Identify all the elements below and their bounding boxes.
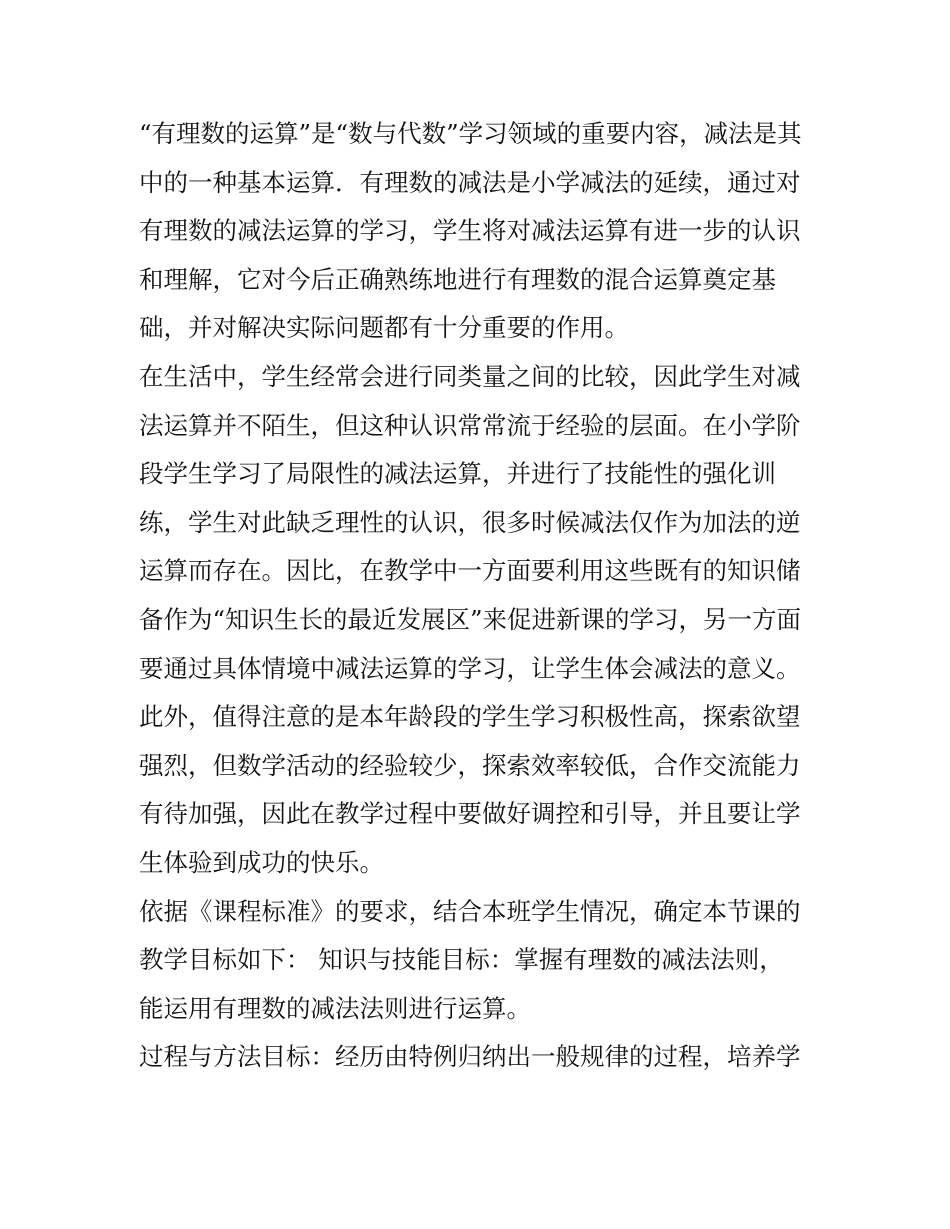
text-line: 练，学生对此缺乏理性的认识，很多时候减法仅作为加法的逆	[139, 507, 801, 537]
paragraph-3	[139, 693, 829, 887]
text-line: 中的一种基本运算．有理数的减法是小学减法的延续，通过对	[139, 167, 801, 197]
text-line: 运算而存在。因比，在教学中一方面要利用这些既有的知识储	[139, 556, 801, 586]
text-line: “有理数的运算”是“数与代数”学习领域的重要内容，减法是其	[139, 119, 802, 148]
text-line: 和理解，它对今后正确熟练地进行有理数的混合运算奠定基	[139, 264, 776, 294]
text-line: 强烈，但数学活动的经验较少，探索效率较低，合作交流能力	[139, 750, 801, 780]
text-line: 过程与方法目标：经历由特例归纳出一般规律的过程，培养学	[139, 1042, 801, 1072]
paragraph-4	[139, 888, 829, 1034]
paragraph-2	[139, 353, 829, 693]
paragraph-5	[139, 1033, 829, 1082]
text-line: 教学目标如下： 知识与技能目标：掌握有理数的减法法则，	[139, 945, 784, 975]
text-line: 生体验到成功的快乐。	[139, 847, 384, 877]
text-line: 在生活中，学生经常会进行同类量之间的比较，因此学生对减	[139, 361, 801, 391]
text-line: 此外，值得注意的是本年龄段的学生学习积极性高，探索欲望	[139, 702, 801, 732]
document-body	[139, 110, 829, 1082]
text-line: 依据《课程标准》的要求，结合本班学生情况，确定本节课的	[139, 896, 801, 926]
text-line: 备作为“知识生长的最近发展区”来促进新课的学习，另一方面	[139, 604, 802, 634]
text-line: 法运算并不陌生，但这种认识常常流于经验的层面。在小学阶	[139, 410, 801, 440]
text-line: 能运用有理数的减法法则进行运算。	[139, 993, 531, 1023]
text-line: 有理数的减法运算的学习，学生将对减法运算有进一步的认识	[139, 216, 801, 246]
text-line: 有待加强，因此在教学过程中要做好调控和引导，并且要让学	[139, 799, 801, 829]
text-line: 段学生学习了局限性的减法运算，并进行了技能性的强化训	[139, 459, 776, 489]
text-line: 础，并对解决实际问题都有十分重要的作用。	[139, 313, 629, 343]
text-line: 要通过具体情境中减法运算的学习，让学生体会减法的意义。	[139, 653, 801, 683]
paragraph-1	[139, 110, 829, 353]
